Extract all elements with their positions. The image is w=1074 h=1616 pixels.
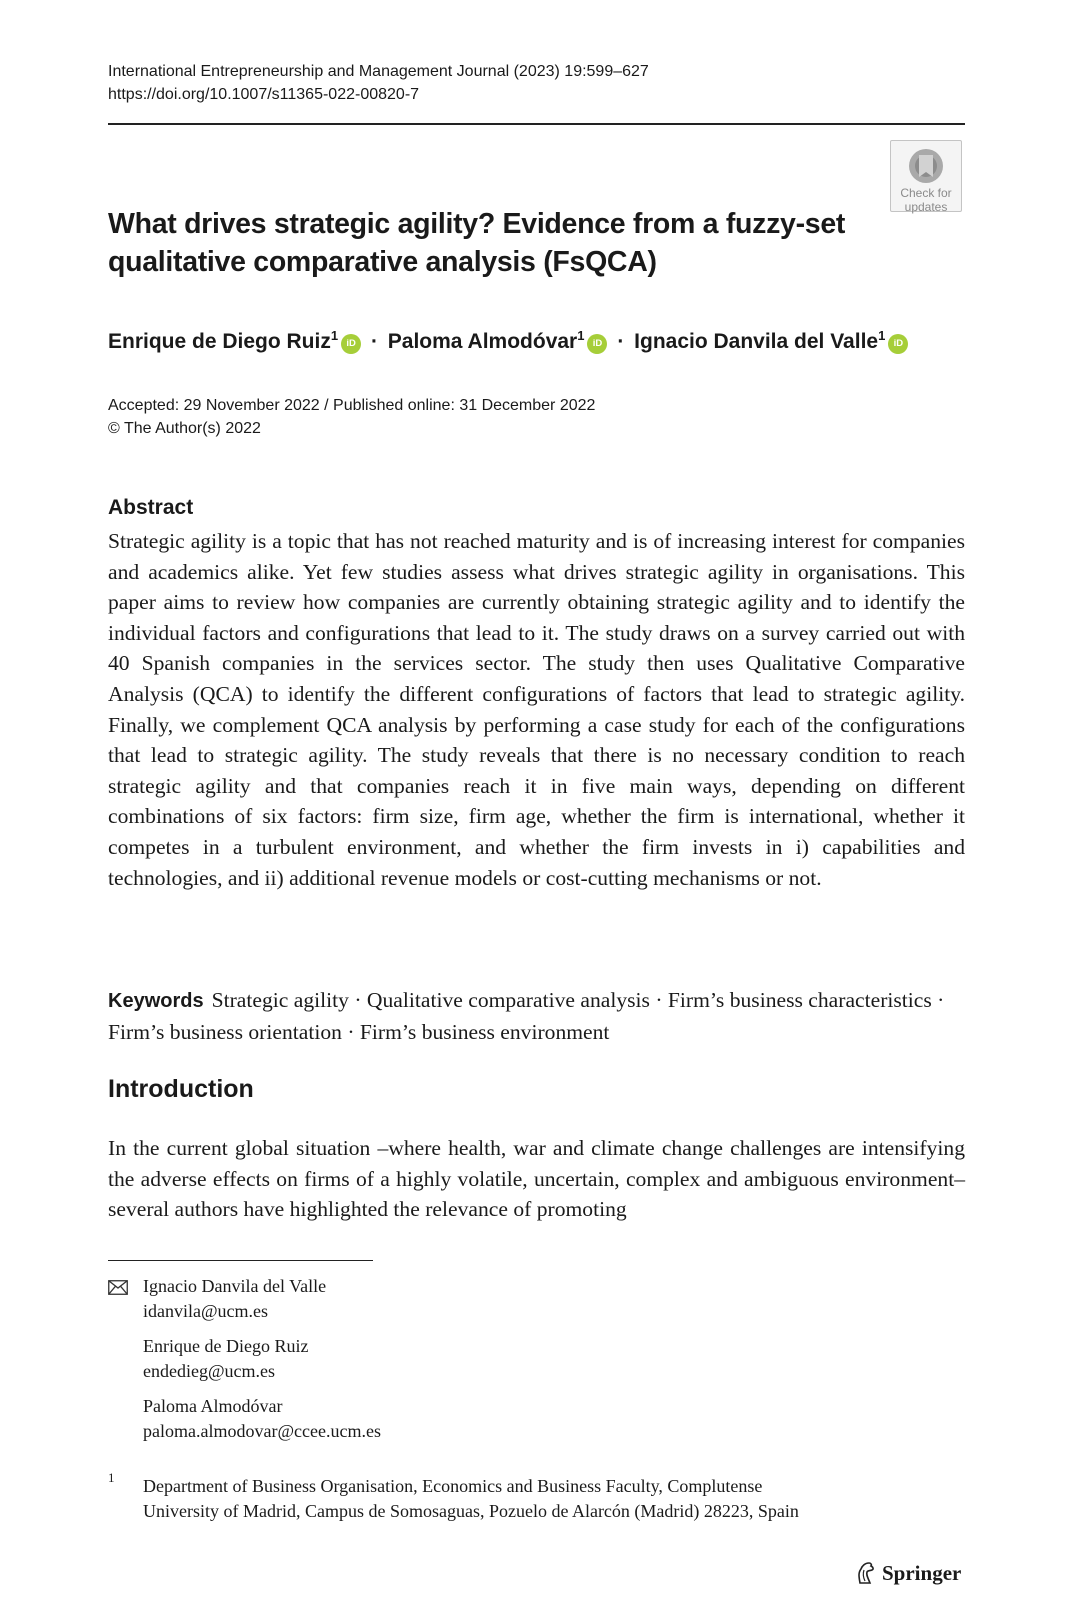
check-for-updates-badge[interactable] — [890, 140, 962, 212]
doi-link[interactable]: https://doi.org/10.1007/s11365-022-00820-7 — [108, 86, 420, 103]
contact-entry — [143, 1274, 326, 1324]
journal-citation: International Entrepreneurship and Management Journal (2023) 19:599–627 — [108, 63, 649, 80]
contact-name: Enrique de Diego Ruiz — [143, 1336, 309, 1356]
author-separator: · — [370, 330, 378, 353]
abstract-heading: Abstract — [108, 496, 194, 519]
introduction-heading: Introduction — [108, 1075, 254, 1103]
orcid-icon[interactable]: iD — [888, 334, 908, 354]
keywords-text: Strategic agility · Qualitative comparative analysis · Firm’s business characteristics · Firm’s business orientation · Firm’s business environment — [108, 988, 945, 1044]
keywords-label: Keywords — [108, 990, 204, 1012]
contact-email[interactable]: endedieg@ucm.es — [143, 1361, 276, 1381]
author-separator: · — [617, 330, 625, 353]
author-affiliation-mark: 1 — [577, 328, 585, 343]
publication-dates — [108, 394, 595, 440]
affiliation-footnote-mark: 1 — [108, 1470, 115, 1485]
contact-entry — [143, 1334, 308, 1384]
keywords-section — [108, 985, 965, 1047]
contact-name: Paloma Almodóvar — [143, 1396, 283, 1416]
publisher-mark — [854, 1561, 961, 1586]
footnote-divider — [108, 1260, 373, 1261]
author-affiliation-mark: 1 — [878, 328, 886, 343]
affiliation-line: University of Madrid, Campus de Somosaguas, Pozuelo de Alarcón (Madrid) 28223, Spain — [143, 1501, 799, 1521]
abstract-text: Strategic agility is a topic that has not reached maturity and is of increasing interest for companies and academics alike. Yet few studies assess what drives strategic agility in organisations. This paper aims to review how companies are currently obtaining strategic agility and to identify the individual factors and configurations that lead to it. The study draws on a survey carried out with 40 Spanish companies in the services sector. The study then uses Qualitative Comparative Analysis (QCA) to identify the different configurations of factors that lead to strategic agility. Finally, we complement QCA analysis by performing a case study for each of the configurations that lead to strategic agility. The study reveals that there is no necessary condition to reach strategic agility and that companies reach it in five main ways, depending on different combinations of six factors: firm size, firm age, whether the firm is international, whether it competes in a turbulent environment, and whether the firm invests in i) capabilities and technologies, and ii) additional revenue models or cost-cutting mechanisms or not. — [108, 529, 965, 890]
author-affiliation-mark: 1 — [330, 328, 339, 343]
springer-horse-icon — [854, 1561, 876, 1585]
orcid-icon[interactable]: iD — [587, 334, 607, 354]
affiliation-footnote — [143, 1474, 943, 1524]
introduction-text: In the current global situation –where health, war and climate change challenges are intensifying the adverse effects on firms of a highly volatile, uncertain, complex and ambiguous environment– several authors have highlighted the relevance of promoting — [108, 1136, 965, 1222]
contact-entry — [143, 1394, 381, 1444]
contact-email[interactable]: paloma.almodovar@ccee.ucm.es — [143, 1421, 381, 1441]
author-name: Ignacio Danvila del Valle — [634, 330, 879, 353]
author-name: Paloma Almodóvar — [387, 330, 578, 353]
copyright-line: © The Author(s) 2022 — [108, 420, 261, 437]
journal-header — [108, 60, 649, 106]
check-updates-line1: Check for — [900, 186, 952, 200]
contact-email[interactable]: idanvila@ucm.es — [143, 1301, 269, 1321]
author-name: Enrique de Diego Ruiz — [108, 330, 331, 353]
envelope-icon — [108, 1280, 128, 1295]
contact-name: Ignacio Danvila del Valle — [143, 1276, 327, 1296]
orcid-icon[interactable]: iD — [341, 334, 361, 354]
check-updates-icon — [906, 147, 946, 185]
accepted-published-line: Accepted: 29 November 2022 / Published online: 31 December 2022 — [108, 397, 596, 414]
header-divider — [108, 123, 965, 125]
check-updates-line2: updates — [904, 200, 948, 214]
paper-title: What drives strategic agility? Evidence from a fuzzy-set qualitative comparative analysis (FsQCA) — [108, 208, 846, 278]
affiliation-line: Department of Business Organisation, Economics and Business Faculty, Complutense — [143, 1476, 763, 1496]
publisher-name: Springer — [882, 1561, 962, 1585]
author-list — [108, 321, 1008, 357]
